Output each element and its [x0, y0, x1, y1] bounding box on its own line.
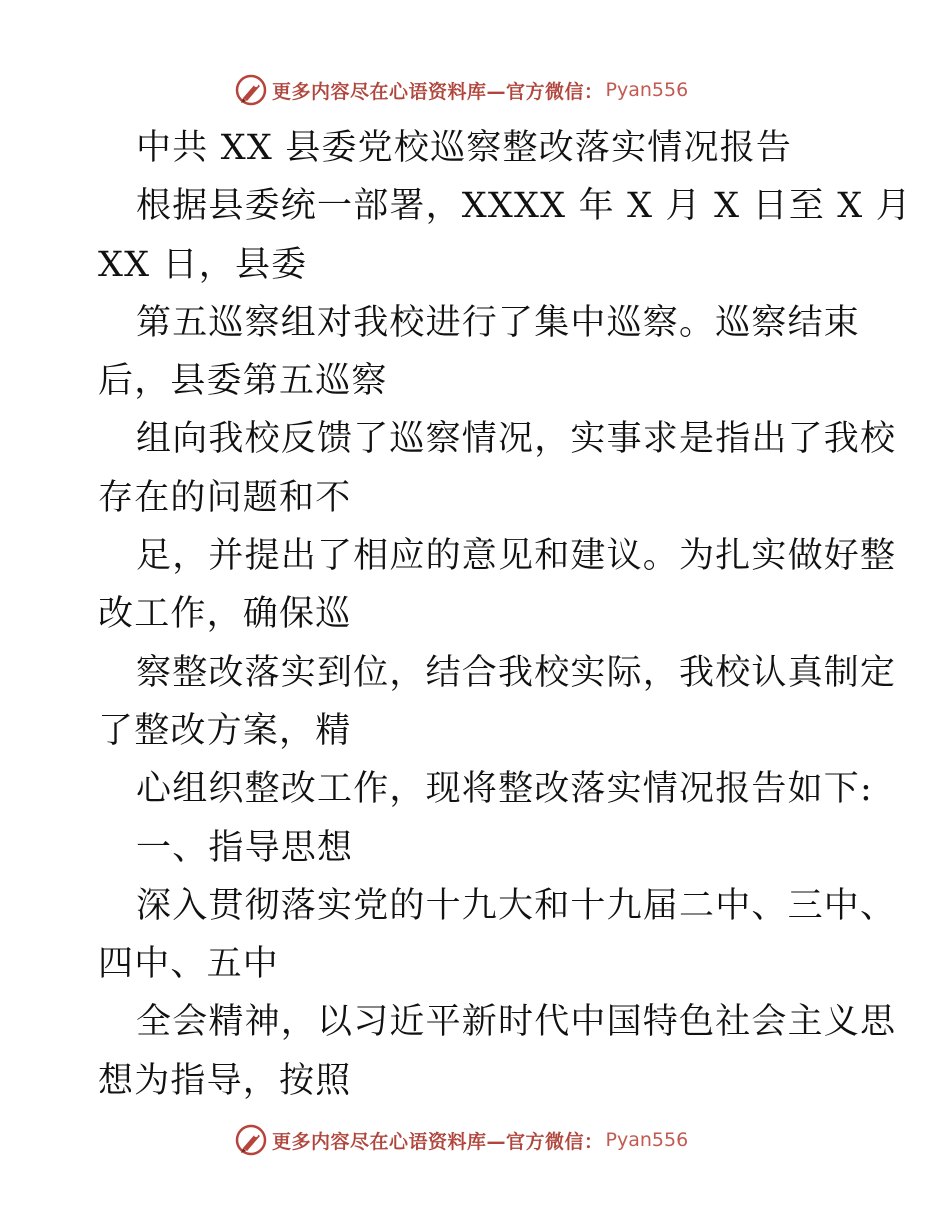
paragraph-line: 足，并提出了相应的意见和建议。为扎实做好整: [136, 536, 897, 577]
paragraph-line: 后，县委第五巡察: [98, 361, 388, 402]
header-banner: [234, 70, 754, 110]
paragraph-line: 深入贯彻落实党的十九大和十九届二中、三中、: [136, 885, 897, 926]
paragraph-line: 第五巡察组对我校进行了集中巡察。巡察结束: [136, 302, 861, 343]
footer-wechat-id: Pyan556: [605, 1129, 689, 1151]
header-banner-text: 更多内容尽在心语资料库—官方微信：: [272, 80, 604, 103]
paragraph-line: 根据县委统一部署，XXXX 年 X 月 X 日至 X 月: [136, 186, 912, 227]
paragraph-line: 改工作，确保巡: [98, 594, 352, 635]
paragraph-line: 心组织整改工作，现将整改落实情况报告如下:: [136, 769, 873, 810]
footer-banner: [234, 1120, 754, 1160]
paragraph-line: 全会精神，以习近平新时代中国特色社会主义思: [136, 1002, 897, 1043]
paragraph-line: 想为指导，按照: [98, 1060, 352, 1101]
paragraph-line: 了整改方案，精: [98, 710, 352, 751]
paragraph-line: 四中、五中: [98, 944, 280, 985]
paragraph-line: 察整改落实到位，结合我校实际，我校认真制定: [136, 652, 897, 693]
paragraph-line: 存在的问题和不: [98, 477, 352, 518]
paragraph-line: 组向我校反馈了巡察情况，实事求是指出了我校: [136, 419, 897, 460]
paragraph-line: XX 日，县委: [98, 244, 308, 285]
pen-logo-icon: [234, 1123, 268, 1157]
footer-banner-text: 更多内容尽在心语资料库—官方微信：: [272, 1130, 604, 1153]
header-wechat-id: Pyan556: [605, 79, 689, 101]
document-title: 中共 XX 县委党校巡察整改落实情况报告: [136, 128, 793, 168]
document-body: [98, 119, 912, 1110]
pen-logo-icon: [234, 73, 268, 107]
section-heading: 一、指导思想: [136, 827, 354, 868]
